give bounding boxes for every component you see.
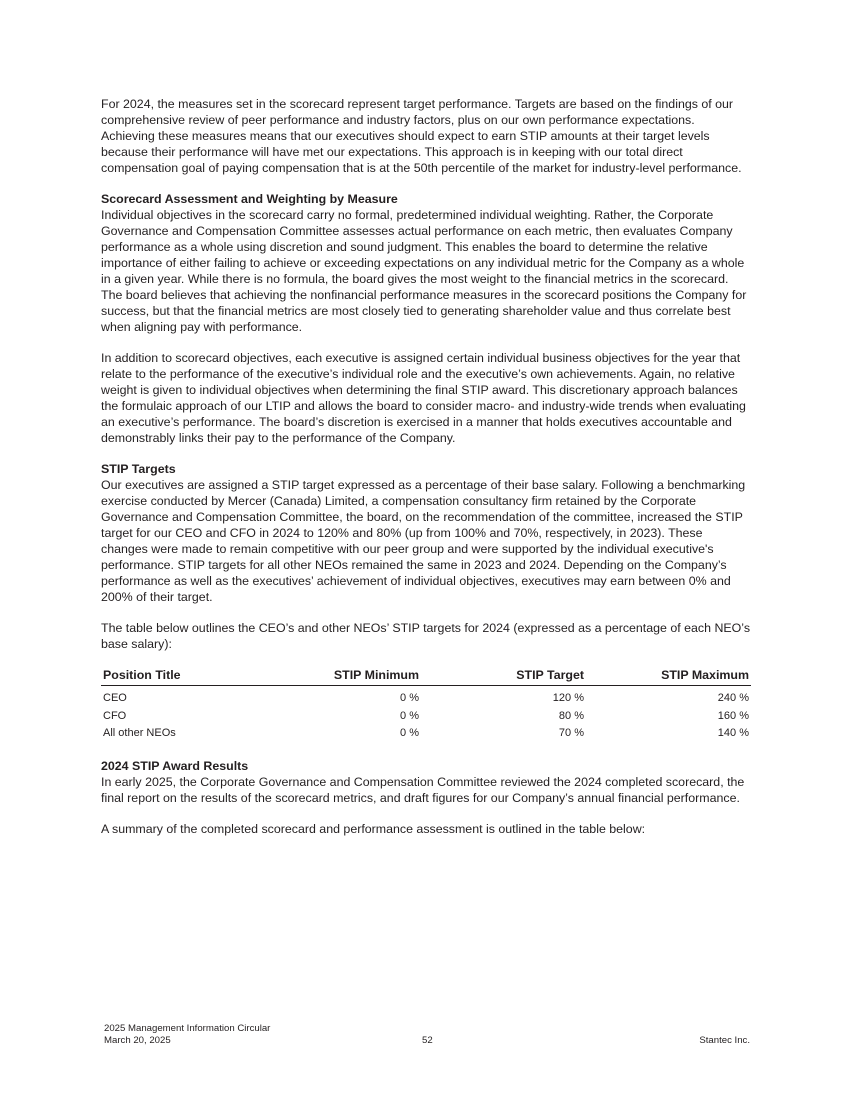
target-cell: 70 %	[558, 727, 584, 739]
column-header-maximum: STIP Maximum	[586, 667, 751, 686]
position-cell: CFO	[103, 709, 127, 722]
maximum-cell: 240 %	[717, 692, 749, 704]
footer-page-number: 52	[422, 1035, 433, 1046]
target-cell: 120 %	[552, 692, 584, 704]
page-content	[101, 96, 751, 837]
column-header-target: STIP Target	[421, 667, 586, 686]
scorecard-paragraph: Individual objectives in the scorecard carry no formal, predetermined individual weighting. Rather, the Corporate Governance and Compensation Committee assesses actual performance on each metric, then evaluates Company performance as a whole using discretion and sound judgment. This enables the board to determine the relative importance of either failing to achieve or exceeding expectations on any individual metric for the Company as a whole in a given year. While there is no formula, the board gives the most weight to the financial metrics in the scorecard. The board believes that achieving the nonfinancial performance measures in the scorecard positions the Company for success, but that the financial metrics are most closely tied to generating shareholder value and thus correlate best when aligning pay with performance.	[101, 208, 747, 334]
table-row	[101, 686, 751, 708]
summary-paragraph: A summary of the completed scorecard and performance assessment is outlined in the table below:	[101, 821, 646, 836]
position-cell: CEO	[103, 692, 127, 704]
intro-paragraph: For 2024, the measures set in the scorecard represent target performance. Targets are based on the findings of our comprehensive review of peer performance and industry factors, plus on our own performance expectations. Achieving these measures means that our executives should expect to earn STIP amounts at their target levels because their performance will have met our expectations. This approach is in keeping with our total direct compensation goal of paying compensation that is at the 50th percentile of the market for industry-level performance.	[101, 97, 742, 175]
column-header-minimum: STIP Minimum	[281, 667, 421, 686]
maximum-cell: 160 %	[717, 709, 749, 722]
footer-left	[104, 1023, 270, 1047]
target-cell: 80 %	[558, 709, 584, 722]
footer-doc-title: 2025 Management Information Circular	[104, 1023, 271, 1034]
column-header-position: Position Title	[101, 667, 281, 686]
table-row	[101, 725, 751, 743]
table-row	[101, 708, 751, 726]
individual-objectives-paragraph: In addition to scorecard objectives, each executive is assigned certain individual business objectives for the year that relate to the performance of the executive’s individual role and the executive’s own achievements. Again, no relative weight is given to individual objectives when determining the final STIP award. This discretionary approach balances the formulaic approach of our LTIP and allows the board to consider macro- and industry-wide trends when evaluating an executive’s performance. The board’s discretion is exercised in a manner that holds executives accountable and demonstrably links their pay to the performance of the Company.	[101, 351, 746, 445]
table-intro-paragraph: The table below outlines the CEO’s and other NEOs’ STIP targets for 2024 (expressed as a percentage of each NEO’s base salary):	[101, 621, 751, 651]
award-results-paragraph: In early 2025, the Corporate Governance and Compensation Committee reviewed the 2024 completed scorecard, the final report on the results of the scorecard metrics, and draft figures for our Company’s annual financial performance.	[101, 774, 745, 805]
minimum-cell: 0 %	[400, 727, 419, 739]
stip-targets-heading: STIP Targets	[101, 462, 176, 476]
minimum-cell: 0 %	[400, 709, 419, 722]
stip-targets-table	[101, 667, 751, 743]
footer-date: March 20, 2025	[104, 1035, 171, 1046]
scorecard-heading: Scorecard Assessment and Weighting by Measure	[101, 192, 398, 206]
award-results-heading: 2024 STIP Award Results	[101, 758, 249, 773]
minimum-cell: 0 %	[400, 692, 419, 704]
maximum-cell: 140 %	[717, 727, 749, 739]
table-header-row	[101, 667, 751, 686]
stip-targets-paragraph: Our executives are assigned a STIP target expressed as a percentage of their base salary. Following a benchmarking exercise conducted by Mercer (Canada) Limited, a compensation consultancy firm retained by the Corporate Governance and Compensation Committee, the board, on the recommendation of the committee, increased the STIP target for our CEO and CFO in 2024 to 120% and 80% (up from 100% and 70%, respectively, in 2023). These changes were made to remain competitive with our peer group and were supported by the individual executive's performance. STIP targets for all other NEOs remained the same in 2023 and 2024. Depending on the Company’s performance as well as the executives’ achievement of individual objectives, executives may earn between 0% and 200% of their target.	[101, 478, 746, 604]
position-cell: All other NEOs	[103, 727, 176, 739]
footer-company: Stantec Inc.	[699, 1035, 750, 1046]
